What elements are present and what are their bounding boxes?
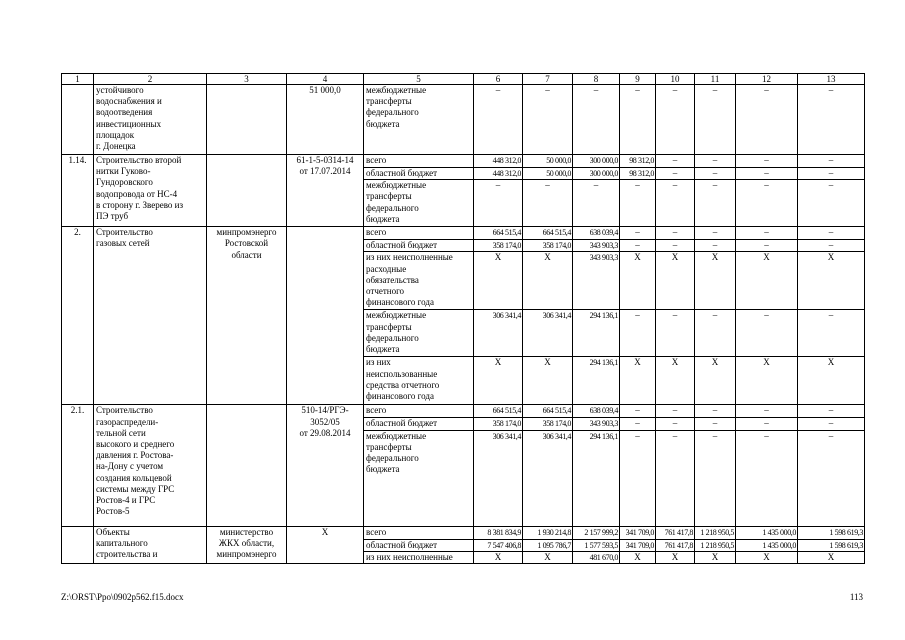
source-label: межбюджетные трансферты федерального бюджета <box>364 85 474 155</box>
value-cell: – <box>736 240 798 252</box>
value-cell: – <box>620 310 656 357</box>
row-number: 2. <box>62 227 94 405</box>
value-cell: – <box>798 418 865 430</box>
col-number: 2 <box>94 74 207 85</box>
value-cell: – <box>695 430 736 526</box>
value-cell: X <box>474 357 523 405</box>
value-cell: 664 515,4 <box>474 227 523 240</box>
value-cell: – <box>656 310 695 357</box>
value-cell: – <box>656 85 695 155</box>
value-cell: – <box>656 405 695 418</box>
row-number: 2.1. <box>62 405 94 526</box>
value-cell: 50 000,0 <box>523 168 573 180</box>
responsible-cell: минпромэнерго Ростовской области <box>207 227 287 405</box>
value-cell: 1 598 619,3 <box>798 539 865 551</box>
value-cell: – <box>798 240 865 252</box>
value-cell: – <box>736 155 798 168</box>
value-cell: – <box>695 405 736 418</box>
value-cell: – <box>736 168 798 180</box>
value-cell: – <box>523 180 573 227</box>
row-number <box>62 526 94 563</box>
column-number-row <box>62 74 865 85</box>
table-row <box>62 227 865 240</box>
value-cell: 761 417,8 <box>656 539 695 551</box>
value-cell: – <box>523 85 573 155</box>
value-cell: 98 312,0 <box>620 155 656 168</box>
value-cell: 306 341,4 <box>523 430 573 526</box>
value-cell: X <box>523 252 573 310</box>
value-cell: X <box>695 551 736 563</box>
value-cell: 343 903,3 <box>573 252 620 310</box>
value-cell: – <box>620 418 656 430</box>
col-number: 10 <box>656 74 695 85</box>
value-cell: X <box>798 551 865 563</box>
value-cell: – <box>656 168 695 180</box>
value-cell: 8 381 834,9 <box>474 526 523 539</box>
value-cell: – <box>798 227 865 240</box>
value-cell: – <box>736 180 798 227</box>
value-cell: 358 174,0 <box>474 418 523 430</box>
col-number: 3 <box>207 74 287 85</box>
value-cell: – <box>798 180 865 227</box>
value-cell: 481 670,0 <box>573 551 620 563</box>
source-label: всего <box>364 526 474 539</box>
value-cell: – <box>736 430 798 526</box>
value-cell: 638 039,4 <box>573 405 620 418</box>
value-cell: X <box>620 252 656 310</box>
value-cell: 306 341,4 <box>474 310 523 357</box>
value-cell: – <box>798 85 865 155</box>
expertise-cell <box>287 227 364 405</box>
value-cell: X <box>474 551 523 563</box>
value-cell: X <box>736 357 798 405</box>
value-cell: – <box>656 180 695 227</box>
value-cell: – <box>620 240 656 252</box>
object-name: Строительство газовых сетей <box>94 227 207 405</box>
value-cell: 358 174,0 <box>523 240 573 252</box>
value-cell: 7 547 406,8 <box>474 539 523 551</box>
value-cell: 343 903,3 <box>573 240 620 252</box>
value-cell: – <box>656 227 695 240</box>
value-cell: 294 136,1 <box>573 357 620 405</box>
col-number: 11 <box>695 74 736 85</box>
value-cell: X <box>620 357 656 405</box>
value-cell: – <box>656 418 695 430</box>
value-cell: 1 218 950,5 <box>695 526 736 539</box>
value-cell: – <box>695 310 736 357</box>
col-number: 7 <box>523 74 573 85</box>
value-cell: 448 312,0 <box>474 168 523 180</box>
object-name: устойчивого водоснабжения и водоотведения инвестиционных площадок г. Донецка <box>94 85 207 155</box>
value-cell: 664 515,4 <box>523 405 573 418</box>
value-cell: – <box>656 155 695 168</box>
value-cell: X <box>695 357 736 405</box>
value-cell: – <box>573 180 620 227</box>
value-cell: 1 435 000,0 <box>736 526 798 539</box>
value-cell: 294 136,1 <box>573 430 620 526</box>
value-cell: – <box>695 85 736 155</box>
value-cell: 1 218 950,5 <box>695 539 736 551</box>
value-cell: – <box>620 405 656 418</box>
value-cell: 294 136,1 <box>573 310 620 357</box>
source-label: из них неисполненные <box>364 551 474 563</box>
value-cell: X <box>695 252 736 310</box>
value-cell: X <box>523 551 573 563</box>
source-label: межбюджетные трансферты федерального бюджета <box>364 180 474 227</box>
value-cell: – <box>798 310 865 357</box>
value-cell: X <box>474 252 523 310</box>
table-row <box>62 405 865 418</box>
source-label: областной бюджет <box>364 168 474 180</box>
value-cell: – <box>736 310 798 357</box>
value-cell: – <box>736 227 798 240</box>
value-cell: X <box>656 551 695 563</box>
value-cell: – <box>474 180 523 227</box>
object-name: Строительство второй нитки Гуково- Гундоровского водопровода от НС-4 в сторону г. Зверево из ПЭ труб <box>94 155 207 227</box>
value-cell: 341 709,0 <box>620 526 656 539</box>
source-label: областной бюджет <box>364 240 474 252</box>
value-cell: – <box>736 405 798 418</box>
source-label: областной бюджет <box>364 418 474 430</box>
value-cell: – <box>620 180 656 227</box>
value-cell: – <box>656 240 695 252</box>
value-cell: – <box>695 155 736 168</box>
col-number: 6 <box>474 74 523 85</box>
value-cell: X <box>656 252 695 310</box>
source-label: межбюджетные трансферты федерального бюджета <box>364 430 474 526</box>
value-cell: 761 417,8 <box>656 526 695 539</box>
object-name: Объекты капитального строительства и <box>94 526 207 563</box>
value-cell: – <box>695 418 736 430</box>
value-cell: 300 000,0 <box>573 155 620 168</box>
value-cell: X <box>798 252 865 310</box>
value-cell: 98 312,0 <box>620 168 656 180</box>
value-cell: – <box>798 168 865 180</box>
value-cell: 306 341,4 <box>474 430 523 526</box>
value-cell: – <box>736 85 798 155</box>
col-number: 9 <box>620 74 656 85</box>
value-cell: – <box>474 85 523 155</box>
value-cell: 50 000,0 <box>523 155 573 168</box>
value-cell: – <box>656 430 695 526</box>
value-cell: 306 341,4 <box>523 310 573 357</box>
value-cell: X <box>798 357 865 405</box>
source-label: из них неиспользованные средства отчетного финансового года <box>364 357 474 405</box>
value-cell: 664 515,4 <box>474 405 523 418</box>
expertise-cell: X <box>287 526 364 563</box>
budget-table <box>61 73 865 564</box>
value-cell: 638 039,4 <box>573 227 620 240</box>
source-label: всего <box>364 227 474 240</box>
responsible-cell <box>207 155 287 227</box>
value-cell: X <box>523 357 573 405</box>
source-label: областной бюджет <box>364 539 474 551</box>
col-number: 1 <box>62 74 94 85</box>
value-cell: – <box>620 430 656 526</box>
value-cell: 2 157 999,2 <box>573 526 620 539</box>
value-cell: – <box>695 180 736 227</box>
value-cell: – <box>695 240 736 252</box>
value-cell: – <box>573 85 620 155</box>
row-number: 1.14. <box>62 155 94 227</box>
value-cell: – <box>695 227 736 240</box>
value-cell: – <box>798 155 865 168</box>
expertise-cell: 51 000,0 <box>287 85 364 155</box>
value-cell: 1 598 619,3 <box>798 526 865 539</box>
table-row <box>62 155 865 168</box>
responsible-cell <box>207 405 287 526</box>
value-cell: – <box>620 227 656 240</box>
value-cell: – <box>620 85 656 155</box>
col-number: 13 <box>798 74 865 85</box>
value-cell: – <box>798 405 865 418</box>
value-cell: 1 435 000,0 <box>736 539 798 551</box>
value-cell: – <box>798 430 865 526</box>
value-cell: – <box>736 418 798 430</box>
col-number: 12 <box>736 74 798 85</box>
source-label: межбюджетные трансферты федерального бюджета <box>364 310 474 357</box>
object-name: Строительство газораспредели- тельной сети высокого и среднего давления г. Ростова- на-Дону с учетом создания кольцевой системы между ГРС Ростов-4 и ГРС Ростов-5 <box>94 405 207 526</box>
value-cell: – <box>695 168 736 180</box>
source-label: всего <box>364 405 474 418</box>
responsible-cell <box>207 85 287 155</box>
value-cell: X <box>736 551 798 563</box>
value-cell: 300 000,0 <box>573 168 620 180</box>
expertise-cell: 61-1-5-0314-14 от 17.07.2014 <box>287 155 364 227</box>
row-number <box>62 85 94 155</box>
value-cell: X <box>656 357 695 405</box>
source-label: всего <box>364 155 474 168</box>
value-cell: 1 930 214,8 <box>523 526 573 539</box>
page-number: 113 <box>849 592 863 602</box>
file-path-footer: Z:\ORST\Ppo\0902p562.f15.docx <box>61 592 184 602</box>
value-cell: 358 174,0 <box>474 240 523 252</box>
col-number: 4 <box>287 74 364 85</box>
value-cell: 664 515,4 <box>523 227 573 240</box>
col-number: 5 <box>364 74 474 85</box>
source-label: из них неисполненные расходные обязательства отчетного финансового года <box>364 252 474 310</box>
value-cell: 358 174,0 <box>523 418 573 430</box>
value-cell: 1 577 593,5 <box>573 539 620 551</box>
table-row <box>62 526 865 539</box>
expertise-cell: 510-14/РГЭ- 3052/05 от 29.08.2014 <box>287 405 364 526</box>
value-cell: 341 709,0 <box>620 539 656 551</box>
value-cell: 448 312,0 <box>474 155 523 168</box>
value-cell: 1 095 786,7 <box>523 539 573 551</box>
value-cell: X <box>620 551 656 563</box>
value-cell: X <box>736 252 798 310</box>
col-number: 8 <box>573 74 620 85</box>
table-row <box>62 85 865 155</box>
value-cell: 343 903,3 <box>573 418 620 430</box>
responsible-cell: министерство ЖКХ области, минпромэнерго <box>207 526 287 563</box>
